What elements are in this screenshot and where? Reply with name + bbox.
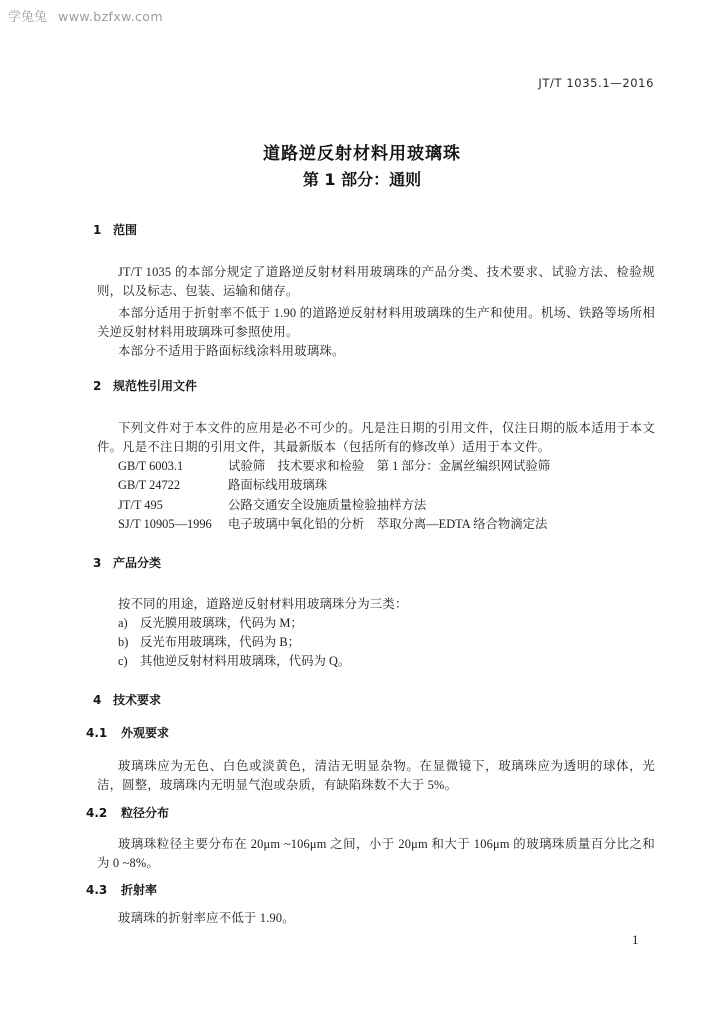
reference-row <box>118 515 547 534</box>
list-item-label: b) <box>118 635 129 649</box>
list-item-label: c) <box>118 654 128 668</box>
section-title: 规范性引用文件 <box>113 379 198 393</box>
standard-code: JT/T 1035.1—2016 <box>538 76 654 90</box>
subsection-title: 粒径分布 <box>121 806 170 820</box>
watermark <box>8 6 163 25</box>
refractive-index-paragraph: 玻璃珠的折射率应不低于 1.90。 <box>118 911 295 925</box>
list-item <box>118 633 300 652</box>
list-item-label: a) <box>118 616 128 630</box>
section-number: 4 <box>93 693 102 707</box>
reference-row <box>118 457 550 476</box>
document-part-title: 第 1 部分：通则 <box>302 170 422 189</box>
section-number: 1 <box>93 223 102 237</box>
particle-size-paragraph: 玻璃珠粒径主要分布在 20μm ~106μm 之间，小于 20μm 和大于 106μm 的玻璃珠质量百分比之和为 0 ~8%。 <box>97 837 655 870</box>
list-item <box>118 652 350 671</box>
list-item-text: 反光布用玻璃珠，代码为 B； <box>140 635 301 649</box>
subsection-heading-refractive-index <box>86 881 157 899</box>
subsection-number: 4.2 <box>86 806 108 820</box>
section-number: 2 <box>93 379 102 393</box>
reference-title: 电子玻璃中氧化铅的分析 萃取分离—EDTA 络合物滴定法 <box>228 517 548 531</box>
appearance-paragraph: 玻璃珠应为无色、白色或淡黄色，清洁无明显杂物。在显微镜下，玻璃珠应为透明的球体，光洁，圆整，玻璃珠内无明显气泡或杂质，有缺陷珠数不大于 5%。 <box>97 759 655 792</box>
page-number: 1 <box>632 932 639 947</box>
reference-row <box>118 496 426 515</box>
reference-title: 公路交通安全设施质量检验抽样方法 <box>228 498 427 512</box>
subsection-heading-appearance <box>86 724 169 742</box>
list-item-text: 反光膜用玻璃珠，代码为 M； <box>140 616 303 630</box>
subsection-number: 4.3 <box>86 883 108 897</box>
section-heading-scope <box>93 221 137 239</box>
section-title: 产品分类 <box>113 556 162 570</box>
watermark-url: www.bzfxw.com <box>58 9 163 24</box>
references-intro-paragraph: 下列文件对于本文件的应用是必不可少的。凡是注日期的引用文件，仅注日期的版本适用于本文件。凡是不注日期的引用文件，其最新版本（包括所有的修改单）适用于本文件。 <box>97 421 655 454</box>
section-number: 3 <box>93 556 102 570</box>
section-heading-technical-requirements <box>93 691 161 709</box>
list-item-text: 其他逆反射材料用玻璃珠，代码为 Q。 <box>140 654 351 668</box>
reference-title: 路面标线用玻璃珠 <box>228 478 328 492</box>
subsection-title: 外观要求 <box>121 726 170 740</box>
subsection-number: 4.1 <box>86 726 108 740</box>
reference-code: GB/T 24722 <box>118 478 181 492</box>
reference-title: 试验筛 技术要求和检验 第 1 部分：金属丝编织网试验筛 <box>228 459 551 473</box>
watermark-site-name: 学兔兔 <box>8 10 48 25</box>
section-title: 技术要求 <box>113 693 162 707</box>
subsection-heading-particle-size <box>86 804 169 822</box>
reference-code: GB/T 6003.1 <box>118 459 184 473</box>
section-heading-normative-references <box>93 377 197 395</box>
reference-code: SJ/T 10905—1996 <box>118 517 212 531</box>
subsection-title: 折射率 <box>121 883 158 897</box>
section-heading-product-classification <box>93 554 161 572</box>
document-title: 道路逆反射材料用玻璃珠 <box>263 144 461 164</box>
reference-row <box>118 476 327 495</box>
scope-paragraph-3: 本部分不适用于路面标线涂料用玻璃珠。 <box>118 344 345 358</box>
reference-code: JT/T 495 <box>118 498 163 512</box>
section-title: 范围 <box>113 223 138 237</box>
classification-intro-paragraph: 按不同的用途，道路逆反射材料用玻璃珠分为三类： <box>118 597 408 611</box>
scope-paragraph-2: 本部分适用于折射率不低于 1.90 的道路逆反射材料用玻璃珠的生产和使用。机场、铁路等场所相关逆反射材料用玻璃珠可参照使用。 <box>97 306 655 339</box>
scope-paragraph-1: JT/T 1035 的本部分规定了道路逆反射材料用玻璃珠的产品分类、技术要求、试验方法、检验规则，以及标志、包装、运输和储存。 <box>97 265 655 298</box>
list-item <box>118 614 303 633</box>
